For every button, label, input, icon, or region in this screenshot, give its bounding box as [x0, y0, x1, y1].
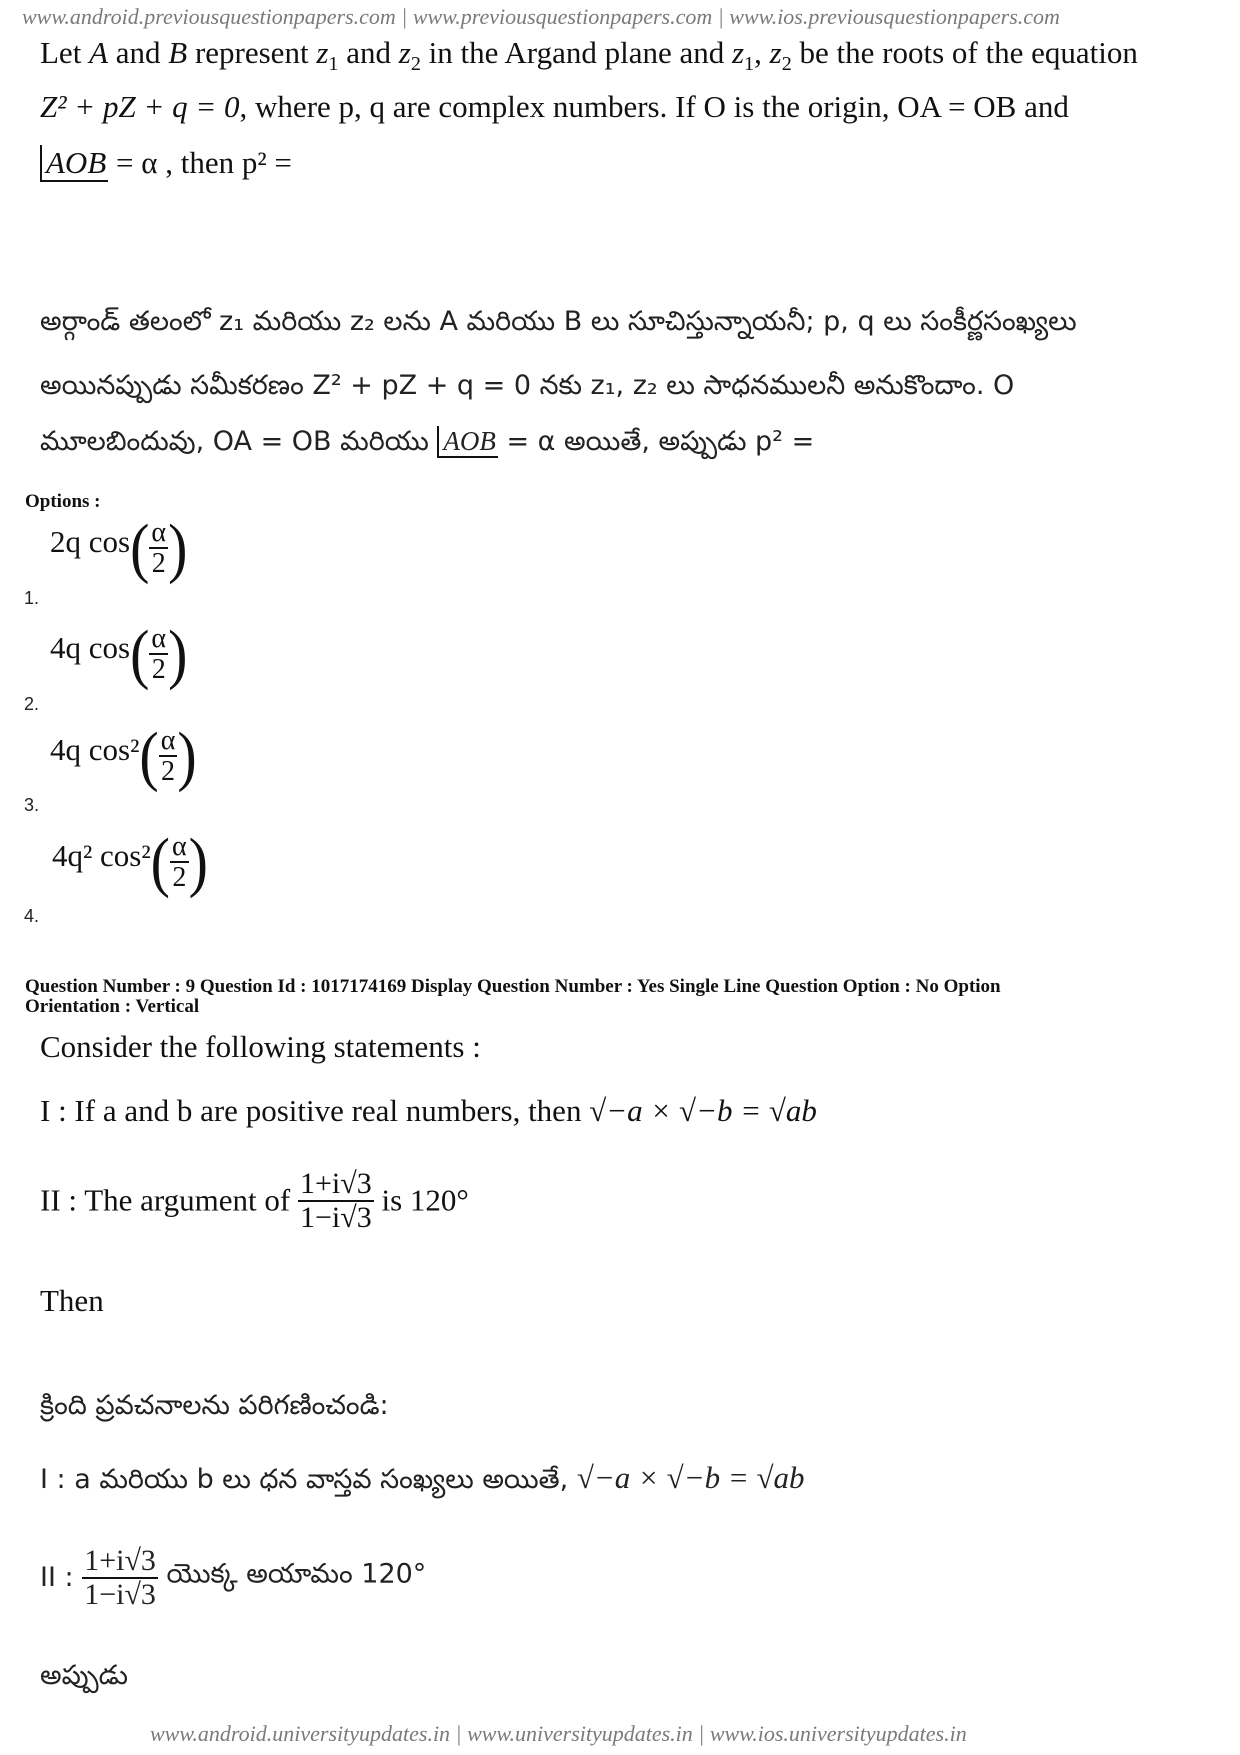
q8-english-line-2 [40, 90, 1069, 124]
frac-num: α [151, 623, 167, 654]
statement-1-math: √−a × √−b = √ab [589, 1093, 817, 1128]
text: = α అయితే, అప్పుడు p² = [497, 426, 815, 457]
frac-num: α [160, 725, 176, 756]
text: and [108, 35, 169, 70]
statement-1-math: √−a × √−b = √ab [576, 1460, 805, 1495]
frac-num: α [151, 517, 167, 548]
option-4-formula[interactable]: 4q² cos²( $\frac{\alpha}{2}$ ) [52, 824, 208, 900]
text: in the Argand plane and [420, 35, 732, 70]
frac-num: 1+i√3 [84, 1544, 156, 1577]
text: II : [40, 1562, 83, 1593]
q8-english-line-1: Let A and B represent $z_1$ and $z_2$ in the Argand plane and $z_1$, $z_2$ be the roots of the equation [40, 35, 1138, 76]
frac-den: 1−i√3 [299, 1200, 372, 1234]
watermark-bottom: www.android.universityupdates.in | www.universityupdates.in | www.ios.universityupdates.in [150, 1721, 967, 1746]
q8-telugu-line-1: అర్గాండ్ తలంలో z₁ మరియు z₂ లను A మరియు B లు సూచిస్తున్నాయనీ; p, q లు సంకీర్ణసంఖ్యలు [40, 306, 1077, 337]
options-label: Options : [25, 491, 101, 512]
q9-english-then: Then [40, 1283, 104, 1318]
q9-meta-line-2: Orientation : Vertical [25, 996, 200, 1017]
option-1-formula[interactable]: 2q cos( $\frac{\alpha}{2}$ ) [50, 510, 188, 586]
text: , where p, q are complex numbers. If O is the origin, OA = OB and [239, 89, 1069, 124]
option-2-coef: 4q cos [50, 630, 131, 666]
q9-telugu-statement-2 [40, 1545, 426, 1610]
q8-telugu-line-2: అయినప్పుడు సమీకరణం Z² + pZ + q = 0 నకు z₁, z₂ లు సాధనములనీ అనుకొందాం. O [40, 370, 1015, 401]
text: I : a మరియు b లు ధన వాస్తవ సంఖ్యలు అయితే, [40, 1464, 577, 1495]
frac-den: 1−i√3 [84, 1577, 156, 1611]
option-3-coef: 4q cos² [50, 732, 140, 768]
option-1-coef: 2q cos [50, 524, 131, 560]
q8-telugu-line-3 [40, 426, 814, 464]
equation: Z² + pZ + q = 0 [40, 89, 240, 124]
option-3-formula[interactable]: 4q cos²( $\frac{\alpha}{2}$ ) [50, 718, 197, 794]
text: = α , then p² = [108, 145, 292, 180]
frac-num: α [172, 831, 187, 862]
option-2-number: 2. [24, 694, 40, 714]
q9-telugu-intro: క్రింది ప్రవచనాలను పరిగణించండి: [40, 1390, 389, 1421]
angle-aob: AOB [437, 426, 497, 458]
frac-den: 2 [161, 756, 176, 788]
option-1-number: 1. [24, 588, 40, 608]
q9-english-statement-1 [40, 1094, 817, 1128]
q9-meta-line-1: Question Number : 9 Question Id : 1017174169 Display Question Number : Yes Single Line Question Option : No Option [25, 976, 1001, 997]
text: I : If a and b are positive real numbers, then [40, 1093, 590, 1128]
text: మూలబిందువు, OA = OB మరియు [40, 426, 438, 457]
frac-num: 1+i√3 [299, 1167, 372, 1200]
frac-den: 2 [172, 862, 187, 894]
watermark-top: www.android.previousquestionpapers.com | www.previousquestionpapers.com | www.ios.previousquestionpapers.com [22, 4, 1060, 29]
angle-aob: AOB [46, 145, 107, 180]
q8-english-line-3 [40, 146, 292, 180]
option-3-number: 3. [24, 795, 40, 815]
text: Let [40, 35, 90, 70]
frac-den: 2 [151, 654, 166, 686]
q9-telugu-statement-1 [40, 1460, 805, 1502]
text: represent [187, 35, 317, 70]
text: II : The argument of [40, 1182, 298, 1218]
text: యొక్క అయామం 120° [157, 1558, 427, 1590]
option-2-formula[interactable]: 4q cos( $\frac{\alpha}{2}$ ) [50, 616, 188, 692]
option-4-coef: 4q² cos² [52, 838, 151, 874]
frac-den: 2 [151, 548, 166, 580]
q9-telugu-then: అప్పుడు [40, 1660, 128, 1691]
q9-english-intro: Consider the following statements : [40, 1029, 481, 1064]
text: is 120° [373, 1182, 469, 1218]
option-4-number: 4. [24, 906, 40, 926]
text: and [338, 35, 399, 70]
text: be the roots of the equation [791, 35, 1138, 70]
q9-english-statement-2 [40, 1168, 469, 1233]
